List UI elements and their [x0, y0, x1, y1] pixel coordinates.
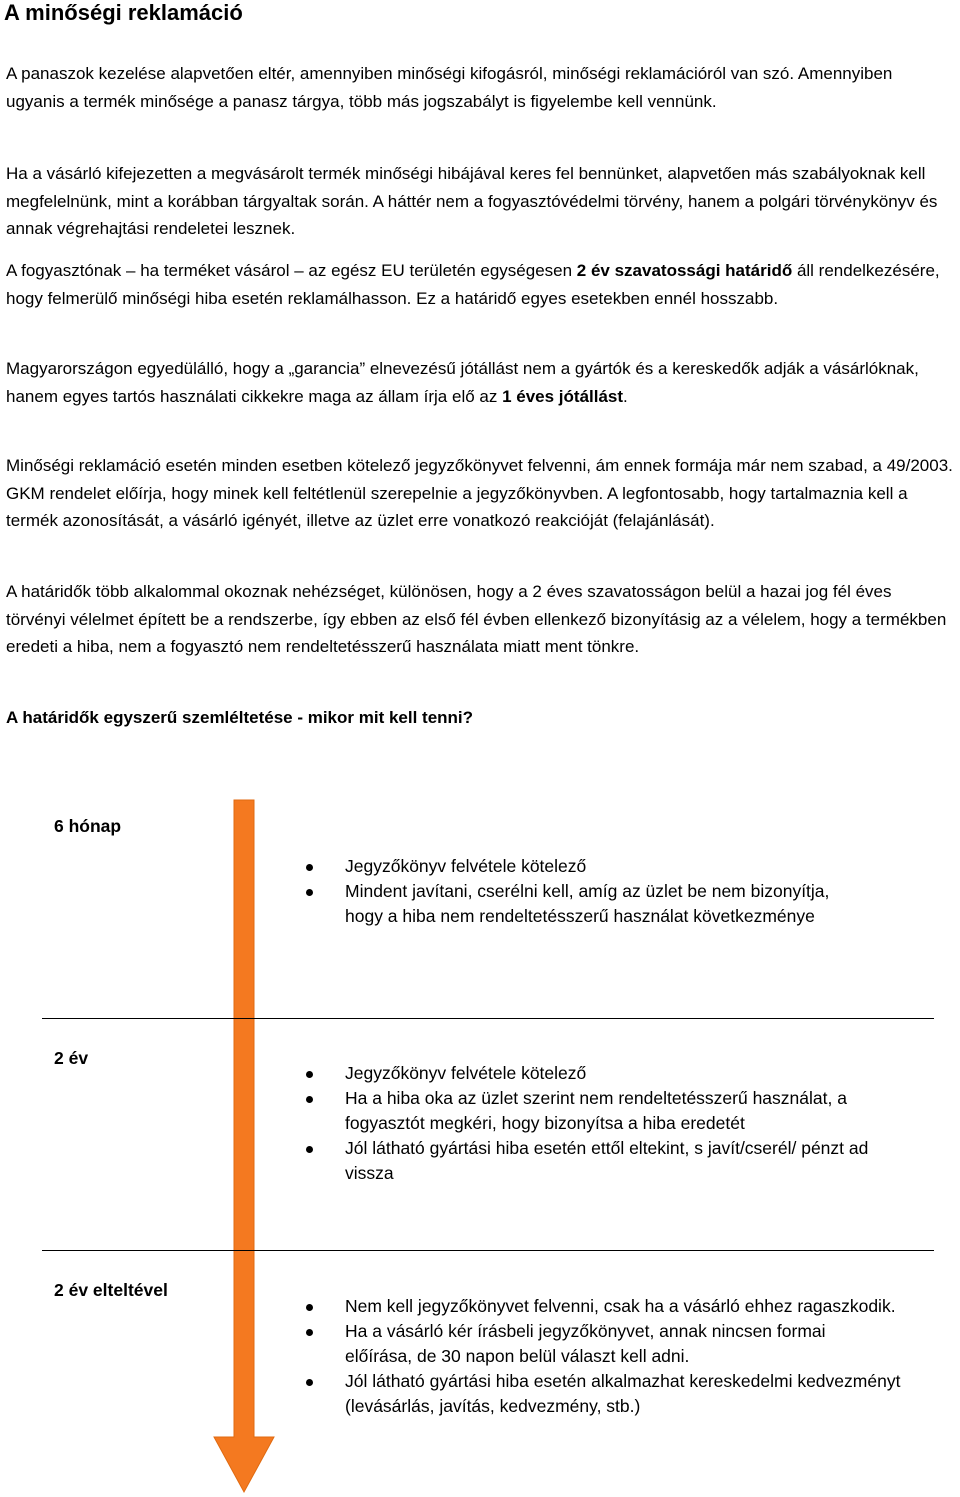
- period-6-months-list: [300, 854, 920, 929]
- guarantee-text-c: .: [623, 386, 628, 406]
- list-item: Jegyzőkönyv felvétele kötelező: [300, 1061, 920, 1086]
- list-item: Ha a vásárló kér írásbeli jegyzőkönyvet, annak nincsen formai előírása, de 30 napon belül választ kell adni.: [300, 1319, 885, 1369]
- timeline-arrow-shape: [214, 800, 274, 1492]
- timeline-divider-1: [42, 1018, 934, 1019]
- period-after-2-years-list: [300, 1294, 920, 1419]
- list-item: Jól látható gyártási hiba esetén alkalmazhat kereskedelmi kedvezményt (levásárlás, javítás, kedvezmény, stb.): [300, 1369, 905, 1419]
- list-item: Jegyzőkönyv felvétele kötelező: [300, 854, 920, 879]
- list-item: Mindent javítani, cserélni kell, amíg az üzlet be nem bizonyítja, hogy a hiba nem rendeltetésszerű használat következménye: [300, 879, 865, 929]
- paragraph-legal-background: Ha a vásárló kifejezetten a megvásárolt termék minőségi hibájával keres fel bennünket, alapvetően más szabályoknak kell megfelelnünk, mint a korábban tárgyaltak során. A háttér nem a fogyasztóvédelmi törvény, hanem a polgári törvénykönyv és annak végrehajtási rendeletei lesznek.: [6, 164, 938, 238]
- period-label-6-months: 6 hónap: [54, 816, 122, 836]
- period-label-after-2-years: 2 év elteltével: [54, 1280, 168, 1300]
- warranty-text-a: A fogyasztónak – ha terméket vásárol – az egész EU területén egységesen: [6, 261, 577, 280]
- paragraph-intro: A panaszok kezelése alapvetően eltér, amennyiben minőségi kifogásról, minőségi reklamációról van szó. Amennyiben ugyanis a termék minősége a panasz tárgya, több más jogszabályt is figyelembe kell vennünk.: [6, 64, 893, 111]
- paragraph-protocol: Minőségi reklamáció esetén minden esetben kötelező jegyzőkönyvet felvenni, ám ennek formája már nem szabad, a 49/2003. GKM rendelet előírja, hogy minek kell feltétlenül szerepelnie a jegyzőkönyvben. A legfontosabb, hogy tartalmaznia kell a termék azonosítását, a vásárló igényét, illetve az üzlet erre vonatkozó reakcióját (felajánlását).: [6, 456, 953, 530]
- guarantee-text-bold: 1 éves jótállást: [502, 386, 624, 406]
- list-item: Jól látható gyártási hiba esetén ettől eltekint, s javít/cserél/ pénzt ad vissza: [300, 1136, 905, 1186]
- guarantee-text-a: Magyarországon egyedülálló, hogy a „garancia” elnevezésű jótállást nem a gyártók és a kereskedők adják a vásárlóknak, hanem egyes tartós használati cikkekre maga az állam írja elő az: [6, 359, 919, 406]
- warranty-text-c: áll rendelkezésére, hogy felmerülő minőségi hiba esetén reklamálhasson. Ez a határidő egyes esetekben ennél hosszabb.: [6, 261, 940, 308]
- paragraph-deadlines: A határidők több alkalommal okoznak nehézséget, különösen, hogy a 2 éves szavatosságon belül a hazai jog fél éves törvényi vélelmet épített be a rendszerbe, így ebben az első fél évben ellenkező bizonyításig az a vélelem, hogy a termékben eredeti a hiba, nem a fogyasztó nem rendeltetésszerű használata miatt ment tönkre.: [6, 582, 947, 656]
- period-2-years-list: [300, 1061, 920, 1186]
- period-label-2-years: 2 év: [54, 1048, 89, 1068]
- list-item: Nem kell jegyzőkönyvet felvenni, csak ha a vásárló ehhez ragaszkodik.: [300, 1294, 915, 1319]
- list-item: Ha a hiba oka az üzlet szerint nem rendeltetésszerű használat, a fogyasztót megkéri, hogy bizonyítsa a hiba eredetét: [300, 1086, 885, 1136]
- page-title: A minőségi reklamáció: [4, 0, 243, 25]
- timeline-divider-2: [42, 1250, 934, 1251]
- section-heading: A határidők egyszerű szemléltetése - mikor mit kell tenni?: [6, 708, 474, 727]
- warranty-text-bold: 2 év szavatossági határidő: [576, 261, 793, 280]
